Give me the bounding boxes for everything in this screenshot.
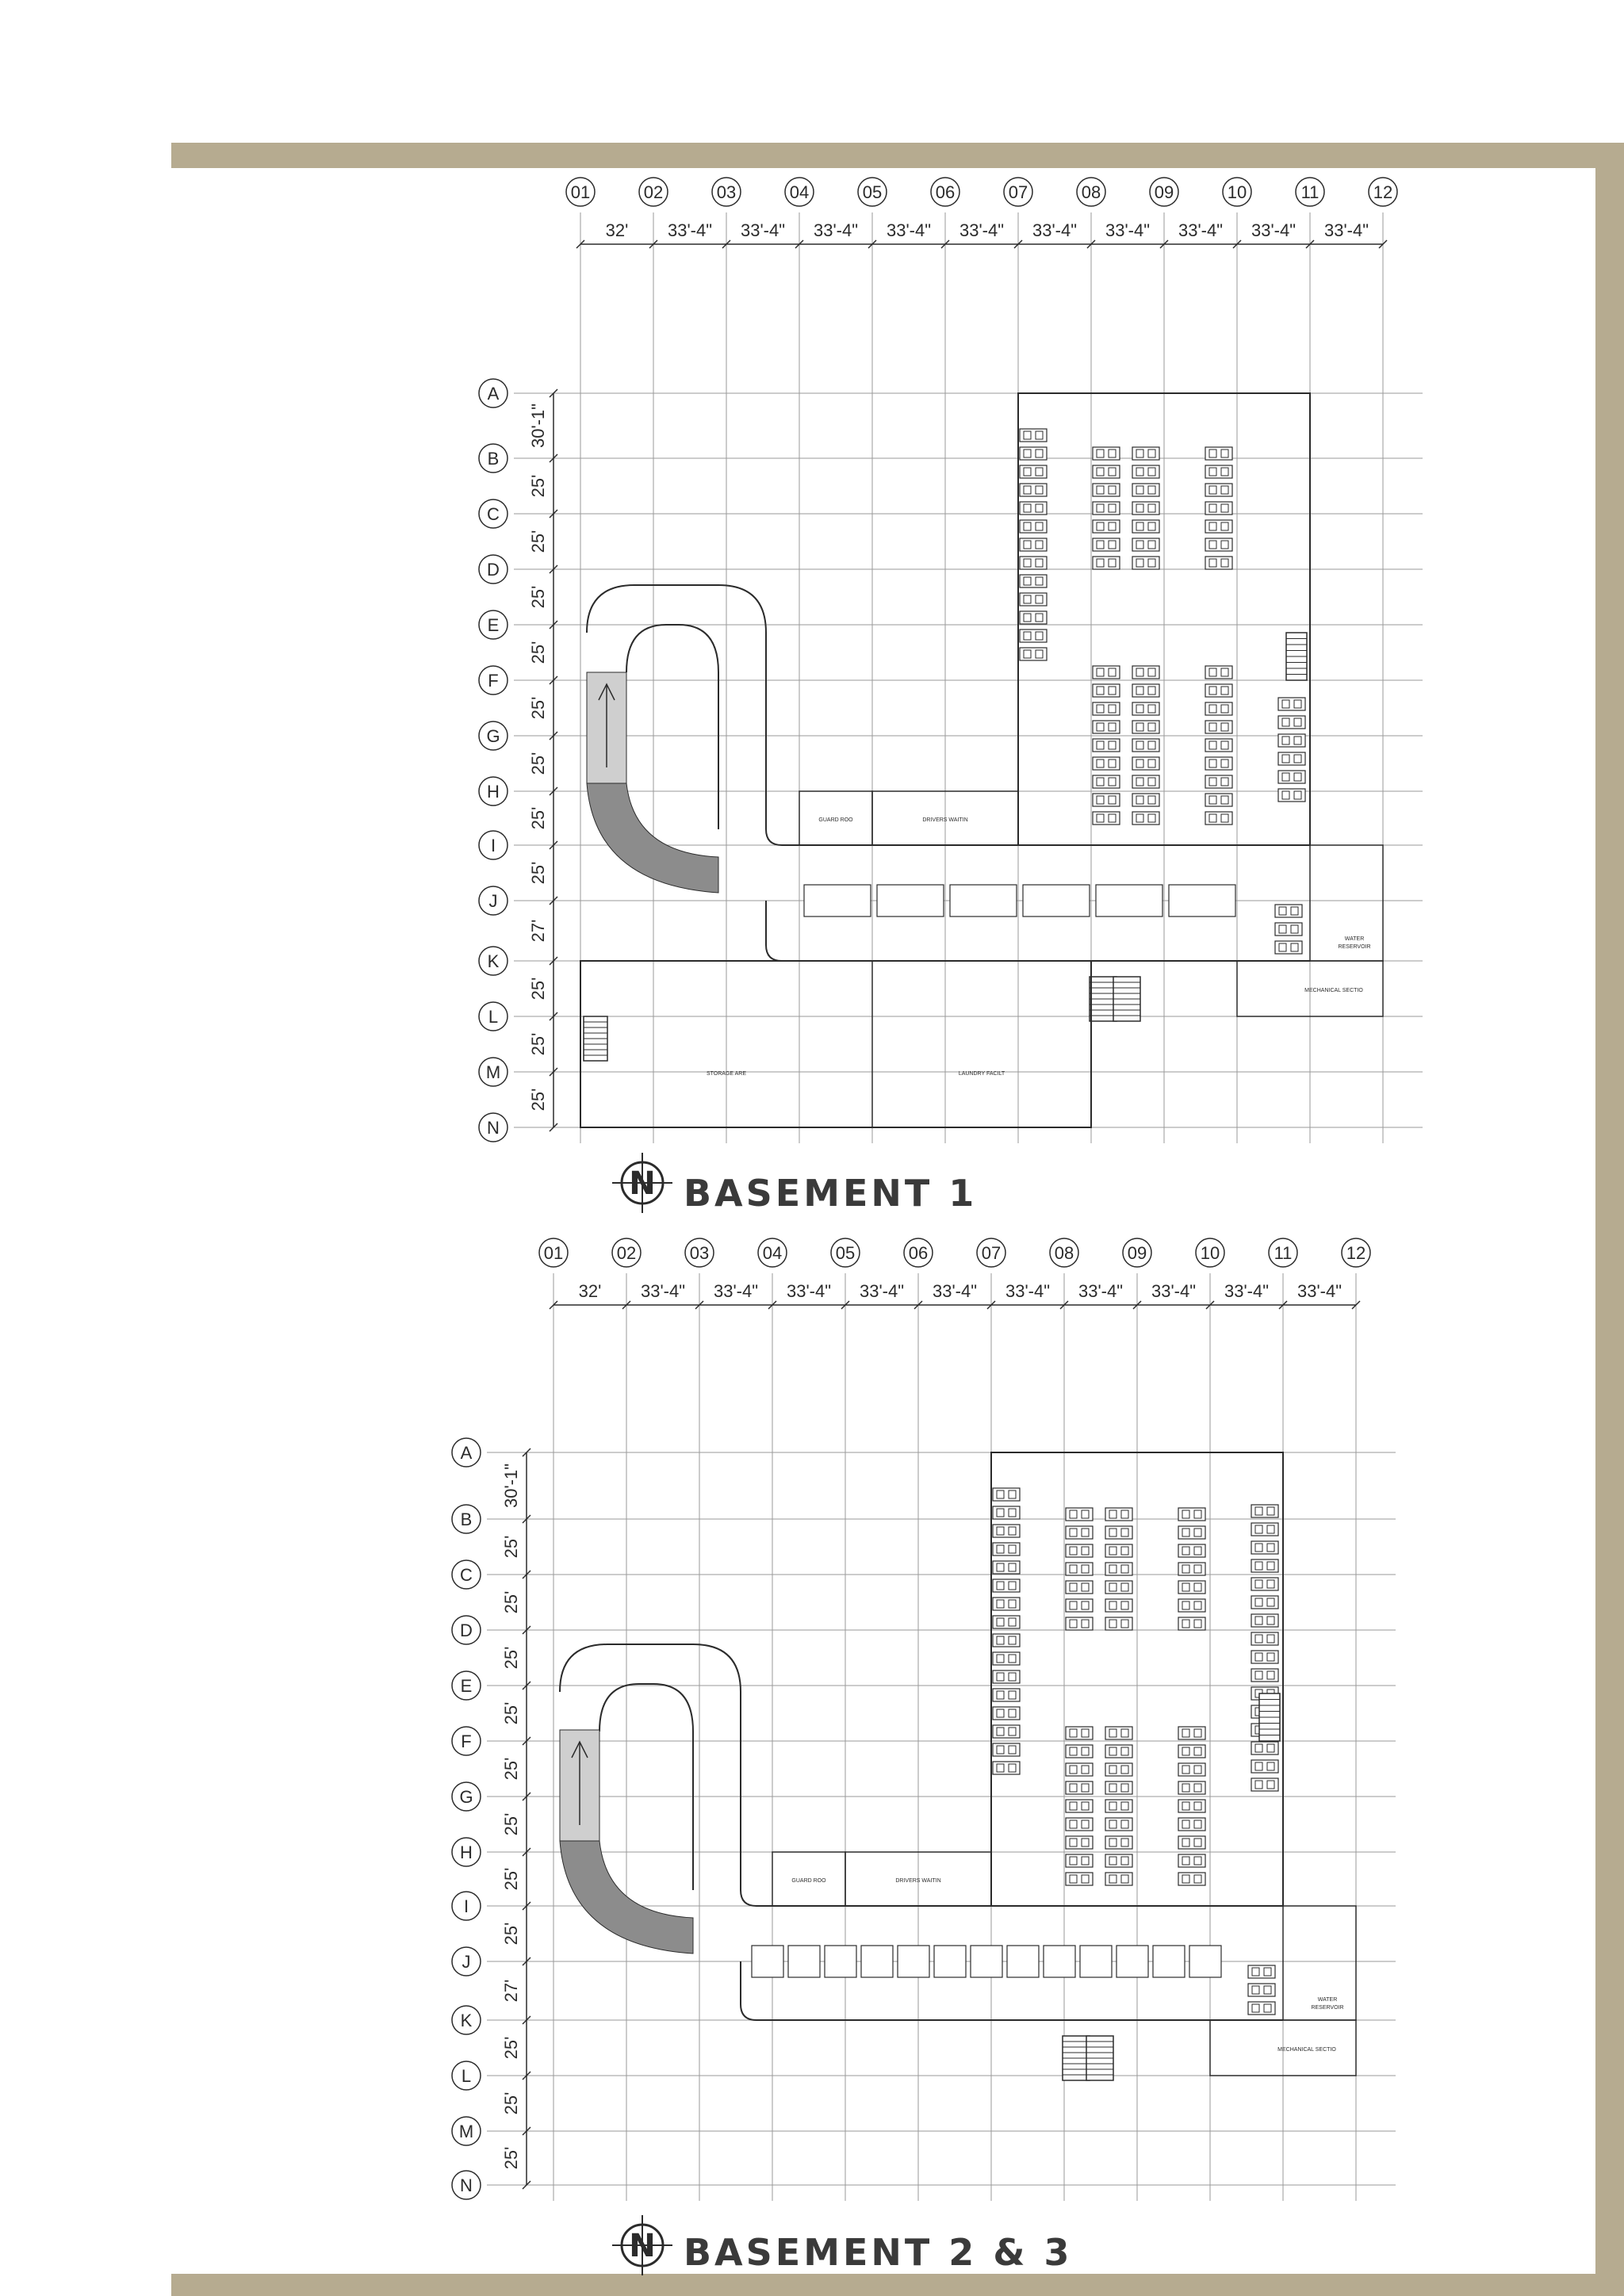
dimension-label: 33'-4"	[1005, 1281, 1051, 1301]
parking-stall	[1105, 1763, 1132, 1776]
grid-bubble-label: 05	[835, 1243, 856, 1263]
grid-bubble-label: N	[487, 1118, 500, 1138]
parking-stall	[1132, 684, 1159, 697]
parking-stall	[1066, 1800, 1093, 1812]
grid-bubble-label: 11	[1300, 182, 1320, 202]
grid-bubble-label: M	[485, 1062, 501, 1082]
grid-bubble-label: L	[461, 2066, 472, 2086]
room-label: DRIVERS WAITIN	[922, 817, 968, 823]
parking-stall	[1020, 611, 1047, 624]
parking-stall	[1205, 775, 1232, 788]
parking-stall	[877, 885, 944, 916]
parking-stall	[1205, 557, 1232, 569]
parking-stall	[1066, 1617, 1093, 1630]
parking-stall	[1066, 1544, 1093, 1557]
dimension-label: 25'	[528, 474, 548, 498]
parking-stall	[1020, 575, 1047, 587]
dimension-label: 33'-4"	[1251, 220, 1297, 240]
dimension-label: 32'	[578, 1281, 602, 1301]
parking-stall	[1251, 1669, 1278, 1682]
grid-bubble-label: 01	[543, 1243, 564, 1263]
parking-stall	[1093, 520, 1120, 533]
dimension-label: 27'	[501, 1979, 521, 2003]
parking-stall	[993, 1506, 1020, 1519]
parking-stall	[1205, 484, 1232, 496]
grid-bubble-label: N	[460, 2175, 473, 2195]
parking-stall	[1020, 429, 1047, 442]
parking-stall	[1251, 1559, 1278, 1572]
grid-bubble-label: I	[463, 1896, 469, 1916]
parking-stall	[1093, 484, 1120, 496]
parking-stall	[1132, 502, 1159, 515]
parking-stall	[1105, 1599, 1132, 1612]
grid-bubble-label: L	[488, 1007, 499, 1027]
parking-stall	[1020, 465, 1047, 478]
grid-bubble-label: 06	[908, 1243, 929, 1263]
parking-stall	[1093, 775, 1120, 788]
parking-stall	[1020, 557, 1047, 569]
parking-stall	[1132, 739, 1159, 752]
dimension-label: 33'-4"	[713, 1281, 759, 1301]
room-label: MECHANICAL SECTIO	[1304, 988, 1363, 993]
parking-stall	[1105, 1800, 1132, 1812]
room-label: WATER	[1317, 1997, 1338, 2003]
parking-stall	[993, 1670, 1020, 1683]
grid-bubble-label: C	[460, 1565, 473, 1585]
parking-stall	[993, 1707, 1020, 1720]
dimension-label: 25'	[528, 585, 548, 609]
parking-stall	[1132, 666, 1159, 679]
parking-stall	[1105, 1781, 1132, 1794]
parking-stall	[1275, 923, 1302, 936]
dimension-label: 25'	[528, 696, 548, 720]
parking-stall	[993, 1543, 1020, 1556]
parking-stall	[1023, 885, 1090, 916]
parking-stall	[1044, 1946, 1075, 1977]
dimension-label: 25'	[528, 752, 548, 775]
parking-stall	[993, 1579, 1020, 1592]
dimension-label: 25'	[501, 1646, 521, 1670]
dimension-label: 25'	[501, 1590, 521, 1614]
parking-stall	[1093, 794, 1120, 806]
parking-stall	[993, 1743, 1020, 1756]
parking-stall	[1080, 1946, 1112, 1977]
parking-stall	[993, 1689, 1020, 1701]
dimension-label: 25'	[528, 861, 548, 885]
parking-stall	[1178, 1544, 1205, 1557]
dimension-label: 32'	[605, 220, 629, 240]
dimension-label: 25'	[501, 1535, 521, 1559]
parking-stall	[1116, 1946, 1148, 1977]
parking-stall	[1105, 1544, 1132, 1557]
parking-stall	[1205, 757, 1232, 770]
parking-stall	[1105, 1617, 1132, 1630]
parking-stall	[950, 885, 1017, 916]
parking-stall	[1278, 752, 1305, 765]
parking-stall	[1132, 721, 1159, 733]
dimension-label: 25'	[528, 806, 548, 830]
dimension-label: 33'-4"	[640, 1281, 686, 1301]
parking-stall	[1275, 941, 1302, 954]
parking-stall	[1251, 1578, 1278, 1590]
parking-stall	[1251, 1614, 1278, 1627]
grid-bubble-label: B	[460, 1510, 473, 1529]
parking-stall	[1251, 1596, 1278, 1609]
parking-stall	[752, 1946, 783, 1977]
dimension-label: 25'	[501, 1701, 521, 1725]
grid-bubble-label: B	[487, 449, 500, 469]
parking-stall	[1066, 1873, 1093, 1885]
parking-stall	[788, 1946, 820, 1977]
parking-stall	[1020, 447, 1047, 460]
plan-title-basement-1: BASEMENT 1	[684, 1172, 978, 1215]
grid-bubble-label: F	[488, 671, 499, 691]
parking-stall	[1132, 757, 1159, 770]
parking-stall	[1278, 789, 1305, 802]
grid-bubble-label: 11	[1274, 1243, 1293, 1263]
parking-stall	[1278, 698, 1305, 710]
dimension-label: 25'	[528, 977, 548, 1001]
parking-stall	[1178, 1836, 1205, 1849]
dimension-label: 30'-1"	[501, 1463, 521, 1509]
parking-stall	[1066, 1599, 1093, 1612]
room-label: RESERVOIR	[1311, 2005, 1344, 2011]
grid-bubble-label: H	[460, 1843, 473, 1862]
grid-bubble-label: 02	[643, 182, 664, 202]
parking-stall	[1248, 1965, 1275, 1978]
dimension-label: 25'	[528, 1088, 548, 1112]
grid-bubble-label: 08	[1081, 182, 1101, 202]
parking-stall	[1178, 1526, 1205, 1539]
grid-bubble-label: 12	[1346, 1243, 1366, 1263]
room-label: STORAGE ARE	[706, 1071, 747, 1077]
dimension-label: 30'-1"	[528, 403, 548, 449]
grid-bubble-label: E	[460, 1676, 473, 1696]
dimension-label: 33'-4"	[813, 220, 859, 240]
parking-stall	[971, 1946, 1002, 1977]
parking-stall	[1132, 484, 1159, 496]
dimension-label: 33'-4"	[1105, 220, 1151, 240]
parking-stall	[1132, 557, 1159, 569]
parking-stall	[1132, 538, 1159, 551]
parking-stall	[1205, 502, 1232, 515]
parking-stall	[1132, 775, 1159, 788]
parking-stall	[1205, 702, 1232, 715]
parking-stall	[1189, 1946, 1221, 1977]
parking-stall	[934, 1946, 966, 1977]
parking-stall	[1066, 1781, 1093, 1794]
dimension-label: 33'-4"	[1151, 1281, 1197, 1301]
parking-stall	[1251, 1651, 1278, 1663]
grid-bubble-label: 03	[689, 1243, 710, 1263]
parking-stall	[1105, 1836, 1132, 1849]
parking-stall	[1105, 1563, 1132, 1575]
parking-stall	[1251, 1742, 1278, 1755]
parking-stall	[1020, 538, 1047, 551]
dimension-label: 33'-4"	[740, 220, 786, 240]
parking-stall	[1066, 1854, 1093, 1867]
parking-stall	[1205, 465, 1232, 478]
parking-stall	[1251, 1523, 1278, 1536]
grid-bubble-label: 06	[935, 182, 956, 202]
parking-stall	[1178, 1781, 1205, 1794]
grid-bubble-label: E	[487, 615, 500, 635]
parking-stall	[804, 885, 871, 916]
parking-stall	[1153, 1946, 1185, 1977]
ramp-inner-edge	[626, 625, 718, 829]
grid-bubble-label: K	[460, 2011, 473, 2030]
parking-stall	[1093, 538, 1120, 551]
north-label: N	[629, 2228, 656, 2264]
parking-stall	[1066, 1508, 1093, 1521]
parking-stall	[1066, 1727, 1093, 1739]
parking-stall	[1251, 1778, 1278, 1791]
parking-stall	[1105, 1526, 1132, 1539]
room-label: MECHANICAL SECTIO	[1277, 2047, 1336, 2053]
grid-bubble-label: 07	[981, 1243, 1002, 1263]
parking-stall	[1132, 447, 1159, 460]
grid-bubble-label: H	[487, 782, 500, 802]
ramp-curve	[587, 783, 718, 893]
parking-stall	[1178, 1854, 1205, 1867]
parking-stall	[1132, 702, 1159, 715]
grid-bubble-label: A	[460, 1443, 473, 1463]
parking-stall	[1178, 1745, 1205, 1758]
grid-bubble-label: 08	[1054, 1243, 1074, 1263]
parking-stall	[1251, 1760, 1278, 1773]
parking-stall	[1093, 702, 1120, 715]
parking-stall	[1251, 1541, 1278, 1554]
parking-stall	[1275, 905, 1302, 917]
dimension-label: 33'-4"	[667, 220, 713, 240]
dimension-label: 33'-4"	[1032, 220, 1078, 240]
parking-stall	[993, 1616, 1020, 1628]
ramp-inner-edge	[599, 1684, 693, 1890]
dimension-label: 25'	[528, 641, 548, 664]
grid-bubble-label: C	[487, 504, 500, 524]
parking-stall	[1178, 1563, 1205, 1575]
grid-bubble-label: 05	[862, 182, 883, 202]
grid-bubble-label: G	[486, 726, 500, 746]
dimension-label: 33'-4"	[1297, 1281, 1342, 1301]
parking-stall	[1093, 739, 1120, 752]
ramp-outer-edge	[560, 1644, 991, 1906]
grid-bubble-label: 02	[616, 1243, 637, 1263]
grid-bubble-label: 07	[1008, 182, 1028, 202]
grid-bubble-label: A	[487, 384, 500, 404]
parking-stall	[1093, 447, 1120, 460]
parking-stall	[1105, 1745, 1132, 1758]
parking-stall	[1278, 771, 1305, 783]
parking-stall	[1205, 794, 1232, 806]
grid-bubble-label: D	[487, 560, 500, 580]
parking-stall	[1132, 520, 1159, 533]
parking-stall	[993, 1598, 1020, 1610]
parking-stall	[1007, 1946, 1039, 1977]
dimension-label: 25'	[528, 1032, 548, 1056]
parking-stall	[1178, 1763, 1205, 1776]
parking-stall	[993, 1762, 1020, 1774]
parking-stall	[1278, 716, 1305, 729]
parking-stall	[1093, 757, 1120, 770]
parking-stall	[1020, 484, 1047, 496]
parking-stall	[1093, 812, 1120, 825]
parking-stall	[861, 1946, 893, 1977]
parking-stall	[1251, 1505, 1278, 1517]
grid-bubble-label: 10	[1200, 1243, 1220, 1263]
grid-bubble-label: J	[488, 891, 498, 911]
grid-bubble-label: K	[487, 951, 500, 971]
parking-stall	[1096, 885, 1162, 916]
parking-stall	[1066, 1563, 1093, 1575]
parking-stall	[1251, 1632, 1278, 1645]
grid-bubble-label: M	[458, 2122, 474, 2141]
parking-stall	[1020, 520, 1047, 533]
parking-stall	[1278, 734, 1305, 747]
parking-stall	[993, 1634, 1020, 1647]
dimension-label: 25'	[501, 2146, 521, 2170]
dimension-label: 33'-4"	[786, 1281, 832, 1301]
north-label: N	[629, 1165, 656, 1202]
parking-stall	[1178, 1873, 1205, 1885]
parking-stall	[1205, 520, 1232, 533]
room-label: RESERVOIR	[1338, 944, 1371, 950]
parking-stall	[1105, 1508, 1132, 1521]
parking-stall	[1105, 1873, 1132, 1885]
grid-bubble-label: 04	[789, 182, 810, 202]
dimension-label: 27'	[528, 919, 548, 943]
parking-stall	[1205, 812, 1232, 825]
parking-stall	[1205, 538, 1232, 551]
parking-stall	[898, 1946, 929, 1977]
dimension-label: 33'-4"	[1178, 220, 1224, 240]
parking-stall	[1178, 1508, 1205, 1521]
dimension-label: 25'	[501, 1867, 521, 1891]
floor-plan-basement-2-3	[452, 1238, 1396, 2201]
parking-stall	[1178, 1581, 1205, 1594]
ramp-outer-edge	[587, 585, 1018, 845]
parking-stall	[1178, 1617, 1205, 1630]
parking-stall	[1178, 1800, 1205, 1812]
grid-bubble-label: D	[460, 1621, 473, 1640]
parking-stall	[1093, 721, 1120, 733]
parking-stall	[1178, 1818, 1205, 1831]
parking-stall	[993, 1652, 1020, 1665]
parking-stall	[1066, 1818, 1093, 1831]
grid-bubble-label: J	[462, 1952, 471, 1972]
parking-stall	[1205, 739, 1232, 752]
parking-stall	[993, 1488, 1020, 1501]
parking-stall	[1093, 502, 1120, 515]
parking-stall	[1105, 1854, 1132, 1867]
parking-stall	[1020, 629, 1047, 642]
floor-plan-basement-1	[479, 178, 1423, 1143]
parking-stall	[1066, 1763, 1093, 1776]
grid-bubble-label: 09	[1127, 1243, 1147, 1263]
parking-stall	[1132, 812, 1159, 825]
dimension-label: 25'	[501, 1757, 521, 1781]
parking-stall	[1093, 684, 1120, 697]
dimension-label: 25'	[501, 2091, 521, 2115]
grid-bubble-label: 09	[1154, 182, 1174, 202]
dimension-label: 33'-4"	[1224, 1281, 1270, 1301]
north-arrow-icon-basement-2-3	[611, 2214, 674, 2281]
parking-stall	[1093, 465, 1120, 478]
room-label: LAUNDRY FACILT	[958, 1071, 1005, 1077]
dimension-label: 33'-4"	[1078, 1281, 1124, 1301]
parking-stall	[1066, 1745, 1093, 1758]
room-label: WATER	[1344, 936, 1365, 942]
parking-stall	[1205, 684, 1232, 697]
dimension-label: 25'	[501, 1812, 521, 1836]
dimension-label: 33'-4"	[932, 1281, 978, 1301]
north-arrow-icon-basement-1	[611, 1151, 674, 1219]
dimension-label: 25'	[501, 1922, 521, 1946]
parking-stall	[1066, 1581, 1093, 1594]
parking-stall	[1132, 465, 1159, 478]
dimension-label: 33'-4"	[886, 220, 932, 240]
parking-stall	[1093, 557, 1120, 569]
dimension-label: 25'	[501, 2036, 521, 2060]
grid-bubble-label: 12	[1373, 182, 1393, 202]
plan-title-basement-2-3: BASEMENT 2 & 3	[684, 2231, 1073, 2274]
parking-stall	[1178, 1727, 1205, 1739]
parking-stall	[1066, 1836, 1093, 1849]
parking-stall	[1066, 1526, 1093, 1539]
grid-bubble-label: G	[459, 1787, 473, 1807]
parking-stall	[1020, 648, 1047, 660]
grid-bubble-label: 10	[1227, 182, 1247, 202]
grid-bubble-label: F	[461, 1732, 472, 1751]
parking-stall	[1248, 2002, 1275, 2015]
parking-stall	[1020, 502, 1047, 515]
water-reservoir	[1283, 1906, 1356, 2020]
parking-stall	[1020, 593, 1047, 606]
parking-stall	[1248, 1984, 1275, 1996]
room-label: DRIVERS WAITIN	[895, 1878, 941, 1884]
parking-stall	[1105, 1581, 1132, 1594]
parking-stall	[1205, 666, 1232, 679]
parking-stall	[993, 1561, 1020, 1574]
parking-stall	[1205, 721, 1232, 733]
grid-bubble-label: 01	[570, 182, 591, 202]
parking-stall	[825, 1946, 856, 1977]
parking-stall	[1105, 1818, 1132, 1831]
parking-stall	[1093, 666, 1120, 679]
parking-stall	[1169, 885, 1235, 916]
parking-stall	[1205, 447, 1232, 460]
dimension-label: 33'-4"	[859, 1281, 905, 1301]
grid-bubble-label: 04	[762, 1243, 783, 1263]
parking-stall	[1132, 794, 1159, 806]
parking-stall	[993, 1725, 1020, 1738]
room-label: GUARD ROO	[818, 817, 853, 823]
dimension-label: 33'-4"	[959, 220, 1005, 240]
parking-stall	[1105, 1727, 1132, 1739]
dimension-label: 25'	[528, 530, 548, 553]
parking-stall	[1178, 1599, 1205, 1612]
dimension-label: 33'-4"	[1323, 220, 1369, 240]
grid-bubble-label: 03	[716, 182, 737, 202]
lower-service-block	[580, 961, 1091, 1127]
grid-bubble-label: I	[490, 836, 496, 855]
parking-stall	[993, 1525, 1020, 1537]
room-label: GUARD ROO	[791, 1878, 826, 1884]
